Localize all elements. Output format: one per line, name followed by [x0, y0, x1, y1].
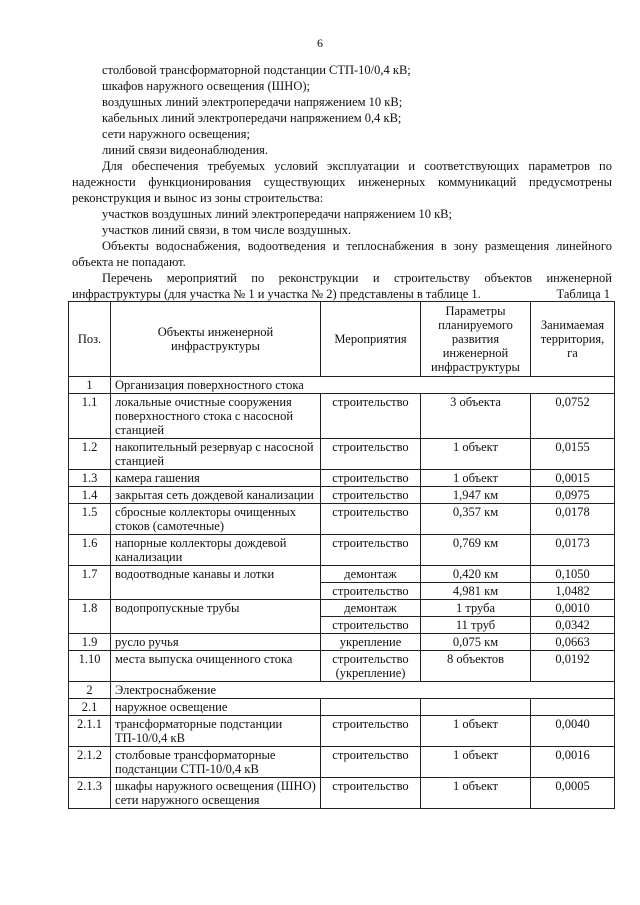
cell-action: строительство (укрепление)	[321, 651, 421, 682]
table-row	[69, 377, 615, 394]
cell-action: укрепление	[321, 634, 421, 651]
table-row	[69, 504, 615, 535]
cell-area: 0,0173	[531, 535, 615, 566]
cell-param: 11 труб	[421, 617, 531, 634]
cell-param: 1,947 км	[421, 487, 531, 504]
cell-pos: 2.1.2	[69, 747, 111, 778]
cell-pos: 1.8	[69, 600, 111, 634]
paragraph: Объекты водоснабжения, водоотведения и теплоснабжения в зону размещения линейного объекта не попадают.	[72, 239, 612, 269]
cell-name: места выпуска очищенного стока	[111, 651, 321, 682]
cell-empty	[531, 699, 615, 716]
cell-action: строительство	[321, 778, 421, 809]
cell-name: водоотводные канавы и лотки	[111, 566, 321, 600]
intro-line: линий связи видеонаблюдения.	[102, 143, 269, 157]
cell-pos: 2.1	[69, 699, 111, 716]
cell-area: 0,0016	[531, 747, 615, 778]
table-row	[69, 439, 615, 470]
body-text	[72, 62, 612, 302]
cell-action: строительство	[321, 394, 421, 439]
intro-line: шкафов наружного освещения (ШНО);	[102, 79, 310, 93]
cell-param: 1 объект	[421, 439, 531, 470]
header-objects: Объекты инженерной инфраструктуры	[111, 302, 321, 377]
intro-line: столбовой трансформаторной подстанции СТП-10/0,4 кВ;	[102, 63, 411, 77]
cell-param: 1 объект	[421, 470, 531, 487]
page-number: 6	[317, 36, 323, 50]
cell-action: строительство	[321, 504, 421, 535]
cell-name: трансформаторные подстанции ТП-10/0,4 кВ	[111, 716, 321, 747]
intro-line: воздушных линий электропередачи напряжением 10 кВ;	[102, 95, 403, 109]
cell-pos: 2.1.1	[69, 716, 111, 747]
subsection-title: наружное освещение	[111, 699, 321, 716]
table-row	[69, 566, 615, 583]
cell-param: 3 объекта	[421, 394, 531, 439]
cell-pos: 1.2	[69, 439, 111, 470]
cell-area: 0,0155	[531, 439, 615, 470]
cell-name: столбовые трансформаторные подстанции СТП-10/0,4 кВ	[111, 747, 321, 778]
cell-pos: 1.10	[69, 651, 111, 682]
cell-name: водопропускные трубы	[111, 600, 321, 634]
list-item: участков линий связи, в том числе воздушных.	[102, 223, 352, 237]
cell-action: строительство	[321, 716, 421, 747]
cell-area: 0,1050	[531, 566, 615, 583]
cell-param: 1 труба	[421, 600, 531, 617]
cell-pos: 1.7	[69, 566, 111, 600]
cell-action: строительство	[321, 439, 421, 470]
cell-action: строительство	[321, 747, 421, 778]
table-row	[69, 682, 615, 699]
cell-area: 0,0040	[531, 716, 615, 747]
cell-name: шкафы наружного освещения (ШНО) сети наружного освещения	[111, 778, 321, 809]
header-params: Параметры планируемого развития инженерной инфраструктуры	[421, 302, 531, 377]
cell-area: 0,0975	[531, 487, 615, 504]
table-label: Таблица 1	[556, 287, 610, 301]
table-header-row	[69, 302, 615, 377]
cell-pos: 1	[69, 377, 111, 394]
section-title: Организация поверхностного стока	[111, 377, 615, 394]
cell-name: закрытая сеть дождевой канализации	[111, 487, 321, 504]
cell-area: 0,0015	[531, 470, 615, 487]
cell-area: 0,0663	[531, 634, 615, 651]
header-actions: Мероприятия	[321, 302, 421, 377]
table-row	[69, 394, 615, 439]
cell-area: 0,0010	[531, 600, 615, 617]
cell-area: 0,0752	[531, 394, 615, 439]
table-row	[69, 651, 615, 682]
cell-pos: 1.5	[69, 504, 111, 535]
cell-action: строительство	[321, 487, 421, 504]
cell-param: 1 объект	[421, 716, 531, 747]
cell-area: 0,0005	[531, 778, 615, 809]
cell-pos: 1.9	[69, 634, 111, 651]
cell-name: напорные коллекторы дождевой канализации	[111, 535, 321, 566]
cell-pos: 1.6	[69, 535, 111, 566]
table-row	[69, 634, 615, 651]
cell-name: камера гашения	[111, 470, 321, 487]
cell-param: 0,075 км	[421, 634, 531, 651]
cell-empty	[421, 699, 531, 716]
cell-param: 1 объект	[421, 747, 531, 778]
cell-action: строительство	[321, 583, 421, 600]
paragraph: Перечень мероприятий по реконструкции и строительству объектов инженерной инфраструктуры (для участка № 1 и участка № 2) представлены в таблице 1.	[72, 271, 612, 301]
paragraph: Для обеспечения требуемых условий эксплуатации и соответствующих параметров по надежности функционирования существующих инженерных коммуникаций предусмотрены реконструкция и вынос из зоны строительства:	[72, 159, 612, 205]
cell-action: демонтаж	[321, 566, 421, 583]
table-row	[69, 716, 615, 747]
cell-pos: 1.4	[69, 487, 111, 504]
cell-area: 1,0482	[531, 583, 615, 600]
cell-action: демонтаж	[321, 600, 421, 617]
cell-pos: 2	[69, 682, 111, 699]
table-row	[69, 699, 615, 716]
table-row	[69, 778, 615, 809]
cell-area: 0,0342	[531, 617, 615, 634]
cell-param: 1 объект	[421, 778, 531, 809]
table-row	[69, 535, 615, 566]
cell-action: строительство	[321, 535, 421, 566]
table-row	[69, 470, 615, 487]
table-row	[69, 600, 615, 617]
section-title: Электроснабжение	[111, 682, 615, 699]
header-pos: Поз.	[69, 302, 111, 377]
cell-name: накопительный резервуар с насосной станцией	[111, 439, 321, 470]
cell-name: локальные очистные сооружения поверхностного стока с насосной станцией	[111, 394, 321, 439]
cell-param: 8 объектов	[421, 651, 531, 682]
cell-param: 4,981 км	[421, 583, 531, 600]
list-item: участков воздушных линий электропередачи напряжением 10 кВ;	[102, 207, 452, 221]
header-area: Занимаемая территория, га	[531, 302, 615, 377]
cell-empty	[321, 699, 421, 716]
table-row	[69, 747, 615, 778]
cell-area: 0,0178	[531, 504, 615, 535]
cell-param: 0,420 км	[421, 566, 531, 583]
cell-pos: 1.1	[69, 394, 111, 439]
cell-pos: 1.3	[69, 470, 111, 487]
cell-action: строительство	[321, 617, 421, 634]
cell-action: строительство	[321, 470, 421, 487]
cell-param: 0,357 км	[421, 504, 531, 535]
cell-area: 0,0192	[531, 651, 615, 682]
cell-name: сбросные коллекторы очищенных стоков (самотечные)	[111, 504, 321, 535]
cell-param: 0,769 км	[421, 535, 531, 566]
intro-line: кабельных линий электропередачи напряжением 0,4 кВ;	[102, 111, 402, 125]
cell-name: русло ручья	[111, 634, 321, 651]
infrastructure-table	[68, 301, 615, 809]
intro-line: сети наружного освещения;	[102, 127, 250, 141]
table-row	[69, 487, 615, 504]
cell-pos: 2.1.3	[69, 778, 111, 809]
